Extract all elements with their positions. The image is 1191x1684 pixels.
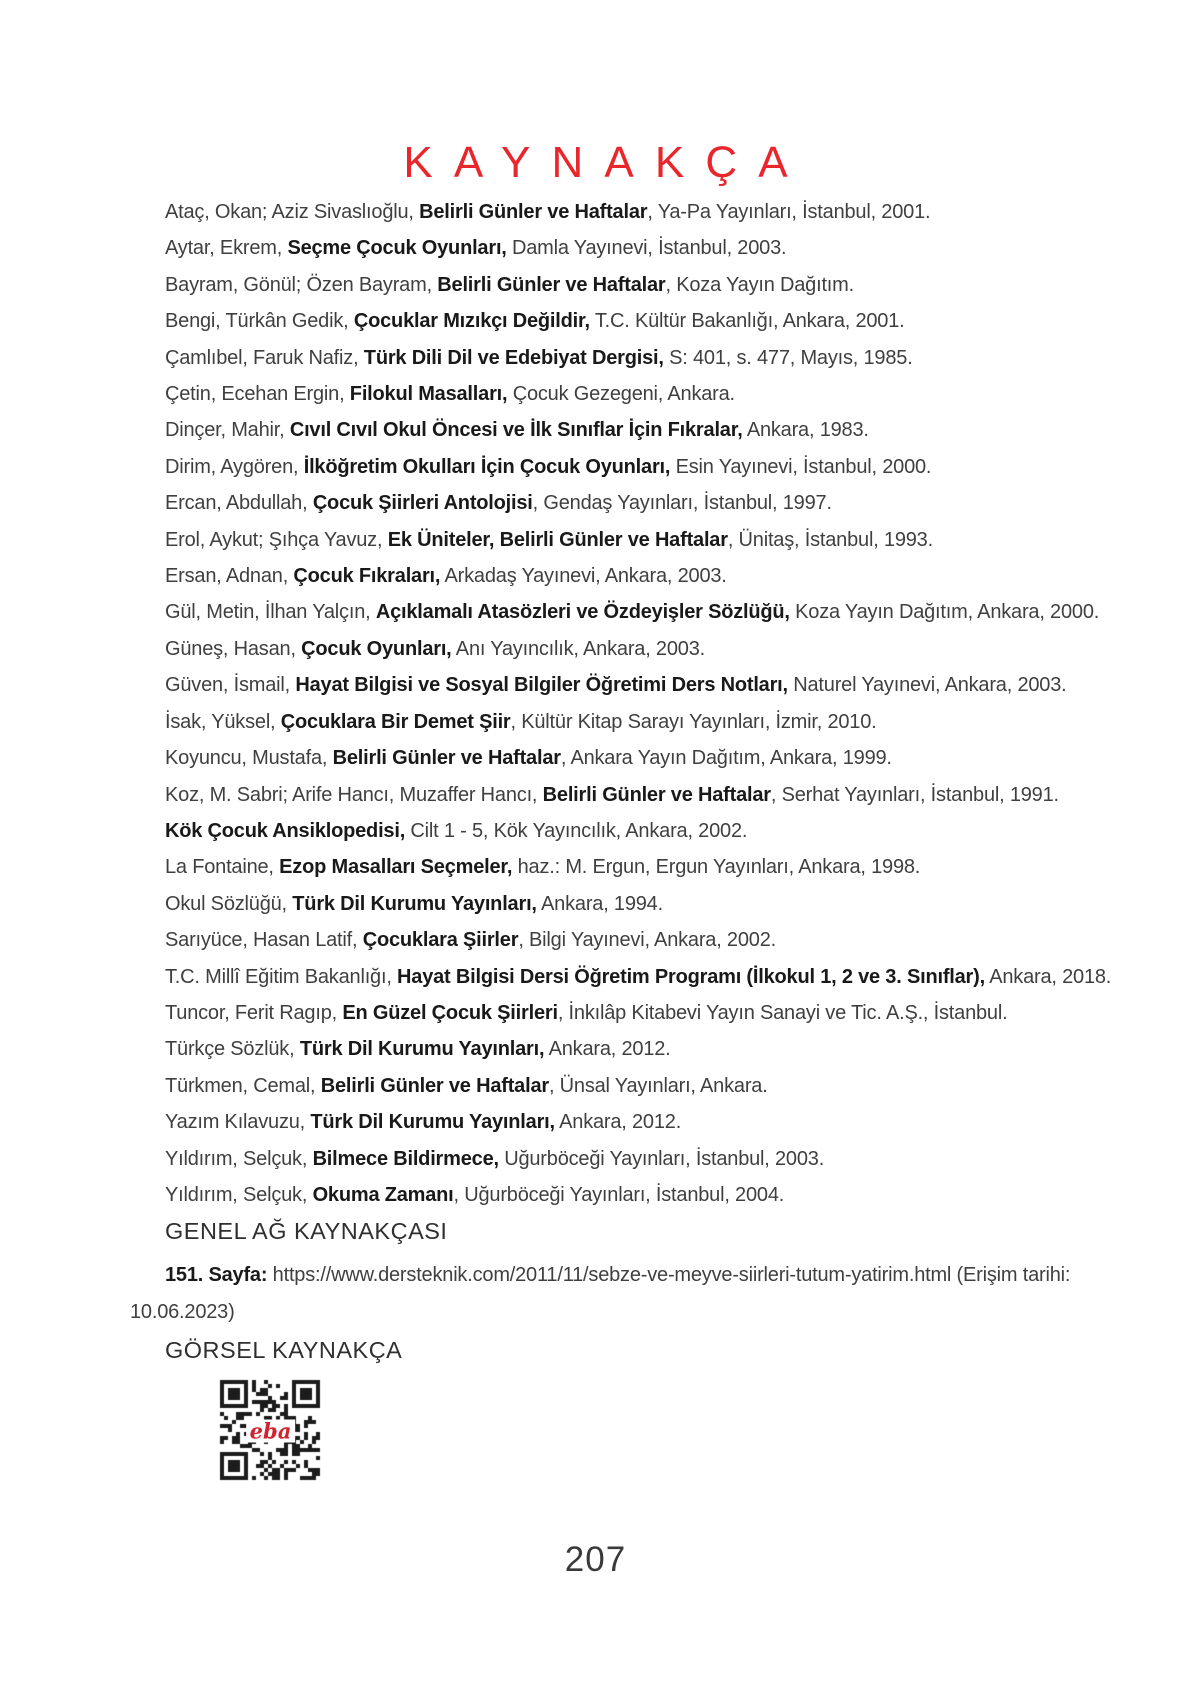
reference-text: Erol, Aykut; Şıhça Yavuz, — [165, 528, 388, 551]
reference-entry — [130, 1068, 1135, 1104]
reference-work-title: Okuma Zamanı — [312, 1183, 454, 1206]
reference-text: Bayram, Gönül; Özen Bayram, — [165, 273, 438, 296]
reference-text: , Uğurböceği Yayınları, İstanbul, 2004. — [453, 1183, 785, 1206]
reference-work-title: En Güzel Çocuk Şiirleri — [342, 1001, 558, 1024]
reference-text: S: 401, s. 477, Mayıs, 1985. — [663, 346, 913, 369]
eba-logo: eba — [246, 1419, 296, 1442]
reference-work-title: Türk Dili Dil ve Edebiyat Dergisi, — [363, 346, 664, 369]
reference-text: Tuncor, Ferit Ragıp, — [165, 1001, 343, 1024]
reference-text: Cilt 1 - 5, Kök Yayıncılık, Ankara, 2002. — [405, 819, 748, 842]
reference-text: Çetin, Ecehan Ergin, — [165, 383, 350, 406]
reference-entry — [130, 1141, 1135, 1177]
reference-work-title: Filokul Masalları, — [349, 383, 508, 406]
reference-work-title: Cıvıl Cıvıl Okul Öncesi ve İlk Sınıflar İçin Fıkralar, — [289, 419, 743, 442]
reference-entry — [130, 959, 1135, 995]
reference-entry — [130, 230, 1135, 266]
reference-text: Uğurböceği Yayınları, İstanbul, 2003. — [498, 1147, 825, 1170]
reference-entry — [130, 631, 1135, 667]
reference-text: , Kültür Kitap Sarayı Yayınları, İzmir, 2010. — [510, 710, 877, 733]
reference-entry — [130, 340, 1135, 376]
reference-entry — [130, 303, 1135, 339]
reference-entry — [130, 1177, 1135, 1213]
reference-entry — [130, 449, 1135, 485]
reference-entry — [130, 1104, 1135, 1140]
reference-entry — [130, 485, 1135, 521]
reference-text: Koyuncu, Mustafa, — [165, 747, 333, 770]
page-content — [130, 194, 1135, 1483]
reference-text: Çocuk Gezegeni, Ankara. — [507, 383, 735, 406]
reference-text: , Serhat Yayınları, İstanbul, 1991. — [770, 783, 1059, 806]
reference-text: Ersan, Adnan, — [165, 565, 294, 588]
reference-entry — [130, 667, 1135, 703]
reference-text: Sarıyüce, Hasan Latif, — [165, 929, 363, 952]
reference-text: Aytar, Ekrem, — [165, 237, 288, 260]
reference-text: Okul Sözlüğü, — [165, 892, 293, 915]
web-sources-heading: GENEL AĞ KAYNAKÇASI — [165, 1218, 448, 1245]
reference-work-title: Bilmece Bildirmece, — [312, 1147, 499, 1170]
reference-work-title: Seçme Çocuk Oyunları, — [287, 237, 507, 260]
reference-text: Ankara, 2018. — [984, 965, 1112, 988]
reference-entry — [130, 1031, 1135, 1067]
reference-text: Dinçer, Mahir, — [165, 419, 290, 442]
reference-entry — [130, 558, 1135, 594]
reference-text: Ercan, Abdullah, — [165, 492, 313, 515]
reference-entry — [130, 376, 1135, 412]
reference-text: T.C. Kültür Bakanlığı, Ankara, 2001. — [589, 310, 905, 333]
reference-list — [130, 194, 1135, 1213]
reference-text: Ankara, 2012. — [544, 1038, 671, 1061]
reference-text: , Koza Yayın Dağıtım. — [665, 273, 854, 296]
reference-text: Ataç, Okan; Aziz Sivaslıoğlu, — [165, 201, 420, 223]
reference-text: Arkadaş Yayınevi, Ankara, 2003. — [440, 565, 727, 588]
reference-entry — [130, 813, 1135, 849]
reference-entry — [130, 522, 1135, 558]
reference-work-title: Türk Dil Kurumu Yayınları, — [292, 892, 537, 915]
reference-work-title: Çocuk Şiirleri Antolojisi — [312, 492, 533, 515]
reference-text: Esin Yayınevi, İstanbul, 2000. — [670, 455, 932, 478]
reference-work-title: Türk Dil Kurumu Yayınları, — [299, 1038, 545, 1061]
reference-work-title: Çocuklar Mızıkçı Değildir, — [353, 310, 590, 333]
reference-text: Yazım Kılavuzu, — [165, 1111, 311, 1134]
reference-text: Koza Yayın Dağıtım, Ankara, 2000. — [789, 601, 1100, 624]
reference-text: , Ya-Pa Yayınları, İstanbul, 2001. — [647, 201, 931, 223]
reference-work-title: Belirli Günler ve Haftalar — [419, 201, 648, 223]
reference-text: , Bilgi Yayınevi, Ankara, 2002. — [518, 929, 776, 952]
reference-text: Dirim, Aygören, — [165, 455, 304, 478]
reference-work-title: Hayat Bilgisi ve Sosyal Bilgiler Öğretimi Ders Notları, — [295, 674, 788, 697]
reference-text: Ankara, 1994. — [536, 892, 663, 915]
reference-entry — [130, 194, 1135, 230]
reference-text: Güven, İsmail, — [165, 674, 296, 697]
reference-text: , Ankara Yayın Dağıtım, Ankara, 1999. — [560, 747, 892, 770]
reference-text: T.C. Millî Eğitim Bakanlığı, — [165, 965, 398, 988]
web-source-access-date: (Erişim tarihi: 10.06.2023) — [130, 1264, 1071, 1323]
reference-work-title: Türk Dil Kurumu Yayınları, — [310, 1111, 555, 1134]
reference-work-title: Belirli Günler ve Haftalar — [437, 273, 666, 296]
reference-work-title: Belirli Günler ve Haftalar — [332, 747, 561, 770]
reference-work-title: Çocuk Oyunları, — [301, 637, 452, 660]
reference-text: haz.: M. Ergun, Ergun Yayınları, Ankara, 1998. — [512, 856, 921, 879]
reference-work-title: Çocuk Fıkraları, — [293, 565, 441, 588]
reference-text: Güneş, Hasan, — [165, 637, 302, 660]
page-title: KAYNAKÇA — [403, 138, 809, 187]
reference-entry — [130, 995, 1135, 1031]
qr-code — [218, 1378, 323, 1483]
reference-text: Türkmen, Cemal, — [165, 1074, 321, 1097]
reference-text: , Ünitaş, İstanbul, 1993. — [727, 528, 933, 551]
reference-work-title: Kök Çocuk Ansiklopedisi, — [165, 819, 406, 842]
web-source-entry — [130, 1257, 1135, 1330]
reference-entry — [130, 922, 1135, 958]
reference-entry — [130, 267, 1135, 303]
reference-entry — [130, 777, 1135, 813]
reference-text: Türkçe Sözlük, — [165, 1038, 300, 1061]
reference-work-title: Belirli Günler ve Haftalar — [320, 1074, 549, 1097]
reference-entry — [130, 412, 1135, 448]
reference-text: Anı Yayıncılık, Ankara, 2003. — [451, 637, 705, 660]
reference-text: İsak, Yüksel, — [165, 710, 281, 733]
reference-text: Damla Yayınevi, İstanbul, 2003. — [506, 237, 787, 260]
reference-work-title: Açıklamalı Atasözleri ve Özdeyişler Sözlüğü, — [375, 601, 790, 624]
reference-entry — [130, 886, 1135, 922]
reference-text: La Fontaine, — [165, 856, 280, 879]
reference-work-title: Belirli Günler ve Haftalar — [542, 783, 771, 806]
reference-text: Koz, M. Sabri; Arife Hancı, Muzaffer Hancı, — [165, 783, 543, 806]
reference-work-title: Hayat Bilgisi Dersi Öğretim Programı (İlkokul 1, 2 ve 3. Sınıflar), — [397, 965, 985, 988]
reference-entry — [130, 849, 1135, 885]
reference-text: Ankara, 2012. — [554, 1111, 682, 1134]
reference-work-title: Çocuklara Bir Demet Şiir — [280, 710, 511, 733]
page-number: 207 — [564, 1540, 627, 1579]
reference-text: , Gendaş Yayınları, İstanbul, 1997. — [532, 492, 832, 515]
reference-work-title: Ezop Masalları Seçmeler, — [279, 856, 513, 879]
web-source-url: https://www.dersteknik.com/2011/11/sebze-ve-meyve-siirleri-tutum-yatirim.html — [267, 1264, 952, 1287]
reference-text: Gül, Metin, İlhan Yalçın, — [165, 601, 376, 624]
reference-work-title: İlköğretim Okulları İçin Çocuk Oyunları, — [303, 455, 671, 478]
reference-text: Naturel Yayınevi, Ankara, 2003. — [787, 674, 1067, 697]
reference-work-title: Çocuklara Şiirler — [362, 929, 519, 952]
reference-work-title: Ek Üniteler, Belirli Günler ve Haftalar — [387, 528, 728, 551]
reference-text: , İnkılâp Kitabevi Yayın Sanayi ve Tic. A.Ş., İstanbul. — [557, 1001, 1008, 1024]
reference-text: Bengi, Türkân Gedik, — [165, 310, 354, 333]
web-source-label: 151. Sayfa: — [165, 1264, 268, 1287]
reference-entry — [130, 740, 1135, 776]
reference-entry — [130, 704, 1135, 740]
reference-entry — [130, 594, 1135, 630]
reference-text: Yıldırım, Selçuk, — [165, 1183, 313, 1206]
visual-sources-heading: GÖRSEL KAYNAKÇA — [165, 1337, 403, 1364]
reference-text: Çamlıbel, Faruk Nafiz, — [165, 346, 364, 369]
reference-text: , Ünsal Yayınları, Ankara. — [548, 1074, 768, 1097]
reference-text: Yıldırım, Selçuk, — [165, 1147, 313, 1170]
reference-text: Ankara, 1983. — [742, 419, 869, 442]
